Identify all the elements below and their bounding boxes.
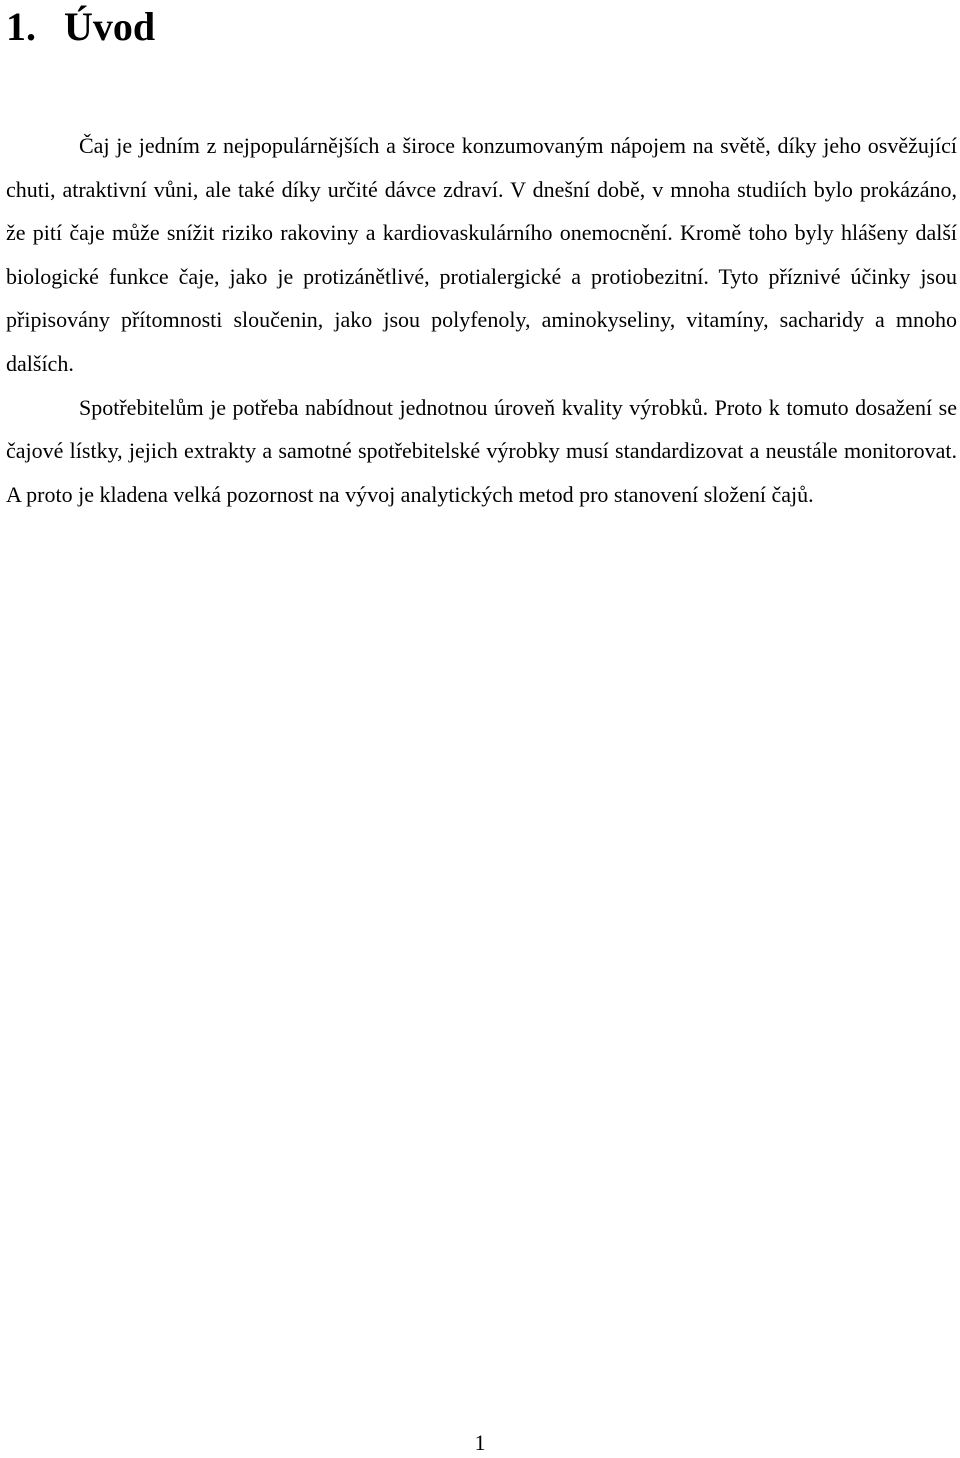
body-text xyxy=(6,124,957,516)
paragraph: Čaj je jedním z nejpopulárnějších a široce konzumovaným nápojem na světě, díky jeho osvěžující chuti, atraktivní vůni, ale také díky určité dávce zdraví. V dnešní době, v mnoha studiích bylo prokázáno, že pití čaje může snížit riziko rakoviny a kardiovaskulárního onemocnění. Kromě toho byly hlášeny další biologické funkce čaje, jako je protizánětlivé, protialergické a protiobezitní. Tyto příznivé účinky jsou připisovány přítomnosti sloučenin, jako jsou polyfenoly, aminokyseliny, vitamíny, sacharidy a mnoho dalších. xyxy=(6,133,957,376)
paragraph: Spotřebitelům je potřeba nabídnout jednotnou úroveň kvality výrobků. Proto k tomuto dosažení se čajové lístky, jejich extrakty a samotné spotřebitelské výrobky musí standardizovat a neustále monitorovat. A proto je kladena velká pozornost na vývoj analytických metod pro stanovení složení čajů. xyxy=(6,394,957,507)
chapter-number: 1. xyxy=(6,4,36,49)
chapter-title: Úvod xyxy=(64,4,156,49)
page-number: 1 xyxy=(474,1430,486,1455)
chapter-heading xyxy=(6,4,155,50)
